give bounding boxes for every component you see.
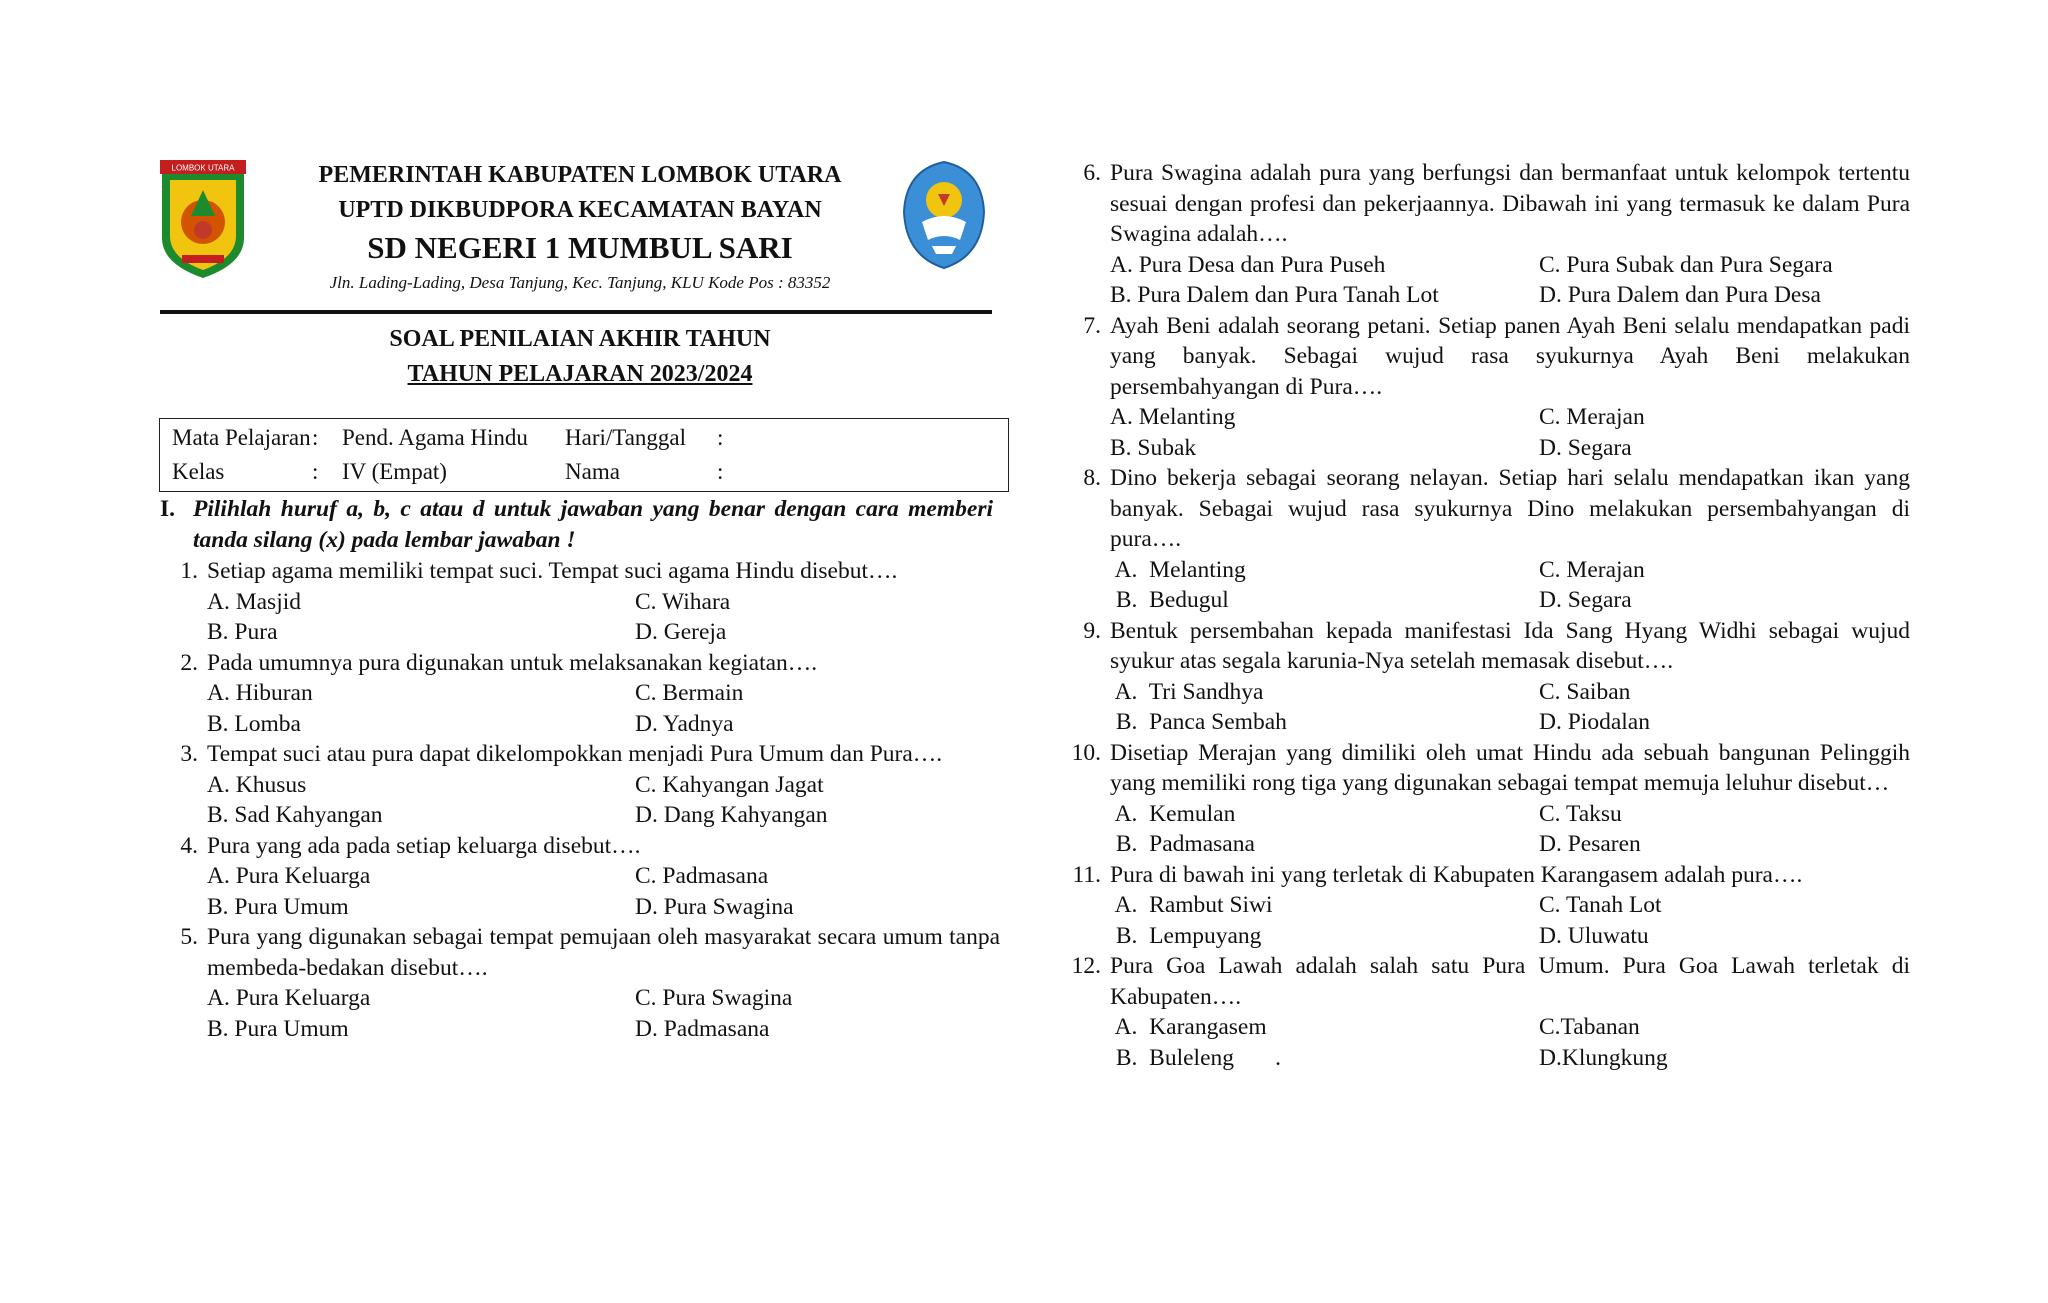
- instruction-text: Pilihlah huruf a, b, c atau d untuk jawaban yang benar dengan cara memberi tanda silang (x) pada lembar jawaban !: [193, 496, 993, 553]
- answer-option: B. Buleleng .: [1110, 1044, 1282, 1071]
- question-item: [1070, 738, 1910, 860]
- student-info-box: [159, 418, 1009, 492]
- school-address: Jln. Lading-Lading, Desa Tanjung, Kec. Tanjung, KLU Kode Pos : 83352: [329, 273, 831, 292]
- answer-option: C. Padmasana: [635, 863, 769, 889]
- question-body: [1110, 860, 1910, 952]
- instruction: [160, 494, 1000, 556]
- date-colon: :: [717, 425, 724, 450]
- subject-value: Pend. Agama Hindu: [342, 425, 528, 450]
- date-label: Hari/Tanggal: [565, 425, 687, 450]
- question-number: 2.: [180, 649, 198, 676]
- question-list-right: [1070, 158, 1910, 1073]
- answer-option: C.Tabanan: [1539, 1014, 1640, 1040]
- answer-options: [207, 770, 1000, 831]
- exam-title-line2: TAHUN PELAJARAN 2023/2024: [407, 361, 753, 387]
- answer-option: D. Yadnya: [635, 710, 734, 737]
- answer-option: B. Sad Kahyangan: [207, 802, 383, 828]
- answer-option: A. Melanting: [1110, 404, 1236, 430]
- question-item: [1070, 616, 1910, 738]
- answer-option: D.Klungkung: [1539, 1044, 1668, 1071]
- answer-options: [1110, 250, 1910, 311]
- answer-option: C. Saiban: [1539, 678, 1631, 705]
- question-number: 10.: [1071, 739, 1101, 766]
- question-body: [1110, 738, 1910, 860]
- answer-option: D. Piodalan: [1539, 709, 1650, 735]
- question-number: 12.: [1071, 953, 1101, 979]
- answer-option: C. Pura Swagina: [635, 985, 793, 1011]
- question-text: Pura yang ada pada setiap keluarga disebut….: [207, 832, 641, 859]
- answer-option: D. Segara: [1539, 587, 1632, 613]
- question-body: [207, 648, 1000, 740]
- question-text: Tempat suci atau pura dapat dikelompokkan menjadi Pura Umum dan Pura….: [207, 741, 943, 767]
- answer-option: D. Uluwatu: [1539, 922, 1649, 949]
- question-body: [207, 556, 1000, 648]
- class-colon: :: [312, 459, 319, 484]
- question-number: 5.: [180, 924, 198, 950]
- government-name: PEMERINTAH KABUPATEN LOMBOK UTARA: [318, 162, 842, 188]
- question-body: [207, 922, 1000, 1044]
- answer-option: C. Wihara: [635, 588, 731, 615]
- answer-option: A. Pura Keluarga: [207, 863, 371, 889]
- answer-option: A. Hiburan: [207, 680, 313, 706]
- answer-option: C. Kahyangan Jagat: [635, 771, 824, 798]
- answer-option: C. Bermain: [635, 680, 744, 706]
- section-number: I.: [160, 496, 176, 522]
- answer-option: D. Pura Dalem dan Pura Desa: [1539, 282, 1821, 308]
- answer-option: B. Subak: [1110, 434, 1197, 461]
- question-number: 1.: [180, 558, 198, 584]
- question-text: Bentuk persembahan kepada manifestasi Ida Sang Hyang Widhi sebagai wujud syukur atas segala karunia-Nya setelah memasak disebut….: [1110, 617, 1910, 674]
- question-text: Pura yang digunakan sebagai tempat pemujaan oleh masyarakat secara umum tanpa membeda-bedakan disebut….: [207, 924, 1000, 981]
- question-body: [207, 831, 1000, 923]
- question-text: Pura Goa Lawah adalah salah satu Pura Umum. Pura Goa Lawah terletak di Kabupaten….: [1110, 953, 1910, 1010]
- answer-option: B. Panca Sembah: [1110, 709, 1287, 735]
- name-label: Nama: [565, 459, 620, 484]
- class-value: IV (Empat): [342, 459, 447, 484]
- answer-option: B. Pura Dalem dan Pura Tanah Lot: [1110, 282, 1439, 308]
- question-text: Ayah Beni adalah seorang petani. Setiap panen Ayah Beni selalu mendapatkan padi yang banyak. Sebagai wujud rasa syukurnya Ayah Beni melakukan persembahyangan di Pura….: [1110, 312, 1910, 400]
- question-text: Dino bekerja sebagai seorang nelayan. Setiap hari selalu mendapatkan ikan yang banyak. Sebagai wujud rasa syukurnya Dino melakukan persembahyangan di pura….: [1110, 465, 1910, 552]
- subject-colon: :: [312, 425, 319, 450]
- answer-option: A. Rambut Siwi: [1110, 892, 1273, 918]
- answer-option: C. Taksu: [1539, 800, 1622, 827]
- question-text: Pura di bawah ini yang terletak di Kabupaten Karangasem adalah pura….: [1110, 861, 1803, 888]
- question-list-left: [160, 556, 1000, 1044]
- info-row: [160, 421, 1008, 455]
- question-item: [160, 831, 1000, 923]
- exam-title: [160, 322, 1000, 392]
- question-item: [160, 648, 1000, 740]
- answer-options: [1110, 677, 1910, 738]
- header-divider: [160, 310, 992, 314]
- answer-options: [207, 587, 1000, 648]
- answer-option: A. Kemulan: [1110, 800, 1236, 827]
- question-body: [1110, 311, 1910, 464]
- answer-option: C. Tanah Lot: [1539, 892, 1662, 918]
- letterhead-text: [260, 158, 900, 298]
- question-item: [1070, 951, 1910, 1073]
- exam-title-line1: SOAL PENILAIAN AKHIR TAHUN: [389, 326, 771, 352]
- question-item: [160, 922, 1000, 1044]
- letterhead: [160, 158, 1000, 318]
- answer-option: A. Masjid: [207, 588, 301, 615]
- question-number: 6.: [1083, 160, 1101, 186]
- answer-option: D. Pura Swagina: [635, 893, 794, 920]
- answer-options: [1110, 555, 1910, 616]
- answer-option: B. Lempuyang: [1110, 922, 1262, 949]
- question-item: [160, 556, 1000, 648]
- name-colon: :: [717, 459, 724, 484]
- answer-option: C. Pura Subak dan Pura Segara: [1539, 251, 1833, 278]
- answer-option: C. Merajan: [1539, 556, 1645, 583]
- question-text: Setiap agama memiliki tempat suci. Tempat suci agama Hindu disebut….: [207, 558, 898, 584]
- question-number: 11.: [1072, 861, 1101, 888]
- answer-option: D. Segara: [1539, 434, 1632, 461]
- left-column: [160, 158, 1000, 1044]
- answer-options: [1110, 799, 1910, 860]
- question-body: [1110, 158, 1910, 311]
- question-item: [160, 739, 1000, 831]
- answer-option: B. Pura: [207, 619, 278, 645]
- answer-option: D. Pesaren: [1539, 831, 1641, 857]
- answer-option: A. Pura Keluarga: [207, 985, 371, 1011]
- answer-options: [207, 983, 1000, 1044]
- answer-options: [1110, 1012, 1910, 1073]
- question-text: Pada umumnya pura digunakan untuk melaksanakan kegiatan….: [207, 649, 818, 676]
- answer-option: A. Khusus: [207, 771, 307, 798]
- answer-option: D. Gereja: [635, 619, 727, 645]
- question-body: [207, 739, 1000, 831]
- question-text: Pura Swagina adalah pura yang berfungsi dan bermanfaat untuk kelompok tertentu sesuai dengan profesi dan pekerjaannya. Dibawah ini yang termasuk ke dalam Pura Swagina adalah….: [1110, 160, 1910, 247]
- question-number: 9.: [1083, 617, 1101, 644]
- school-name: SD NEGERI 1 MUMBUL SARI: [367, 230, 793, 265]
- answer-options: [1110, 890, 1910, 951]
- question-item: [1070, 311, 1910, 464]
- svg-text:LOMBOK UTARA: LOMBOK UTARA: [171, 163, 235, 173]
- answer-option: B. Lomba: [207, 710, 301, 737]
- question-item: [1070, 463, 1910, 616]
- answer-option: B. Padmasana: [1110, 831, 1255, 857]
- subject-label: Mata Pelajaran: [172, 425, 311, 450]
- answer-option: A. Tri Sandhya: [1110, 678, 1264, 705]
- department-name: UPTD DIKBUDPORA KECAMATAN BAYAN: [338, 197, 822, 223]
- question-body: [1110, 463, 1910, 616]
- answer-option: A. Pura Desa dan Pura Puseh: [1110, 251, 1386, 278]
- answer-options: [1110, 402, 1910, 463]
- question-text: Disetiap Merajan yang dimiliki oleh umat Hindu ada sebuah bangunan Pelinggih yang memiliki rong tiga yang digunakan sebagai tempat memuja leluhur disebut…: [1110, 739, 1910, 796]
- answer-option: D. Padmasana: [635, 1015, 770, 1042]
- answer-option: B. Bedugul: [1110, 587, 1229, 613]
- question-body: [1110, 616, 1910, 738]
- answer-option: A. Karangasem: [1110, 1014, 1267, 1040]
- question-item: [1070, 158, 1910, 311]
- answer-options: [207, 861, 1000, 922]
- lombok-utara-emblem-icon: [160, 160, 246, 280]
- question-number: 3.: [180, 741, 198, 767]
- tut-wuri-handayani-emblem-icon: [902, 160, 986, 270]
- class-label: Kelas: [172, 459, 225, 484]
- info-row: [160, 455, 1008, 489]
- question-number: 7.: [1083, 312, 1101, 339]
- question-number: 4.: [180, 832, 198, 859]
- answer-option: C. Merajan: [1539, 404, 1645, 430]
- answer-option: D. Dang Kahyangan: [635, 802, 828, 828]
- question-body: [1110, 951, 1910, 1073]
- question-item: [1070, 860, 1910, 952]
- question-number: 8.: [1083, 465, 1101, 491]
- answer-option: A. Melanting: [1110, 556, 1246, 583]
- answer-option: B. Pura Umum: [207, 1015, 349, 1042]
- right-column: [1070, 158, 1910, 1073]
- answer-options: [207, 678, 1000, 739]
- answer-option: B. Pura Umum: [207, 893, 349, 920]
